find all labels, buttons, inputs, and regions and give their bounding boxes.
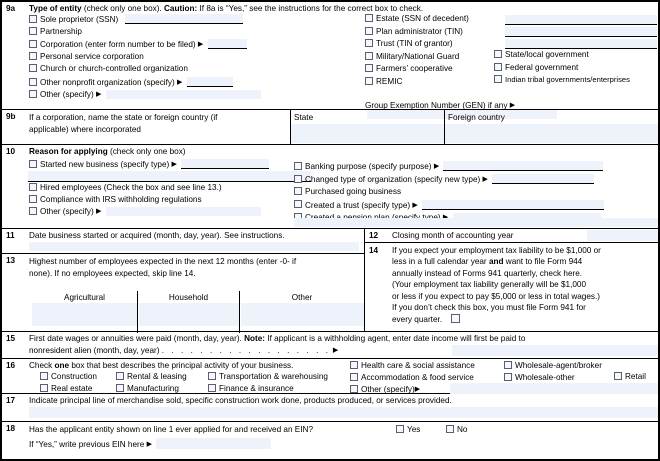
checkbox-icon[interactable] bbox=[365, 27, 373, 35]
checkbox-icon[interactable] bbox=[29, 195, 37, 203]
checkbox-icon[interactable] bbox=[29, 207, 37, 215]
checkbox-option-partnership[interactable] bbox=[29, 27, 279, 37]
checkbox-option-church[interactable] bbox=[29, 64, 279, 74]
input-sole-proprietor-ssn[interactable] bbox=[125, 14, 243, 24]
checkbox-icon[interactable] bbox=[365, 39, 373, 47]
option-label: REMIC bbox=[376, 76, 403, 86]
input-created-trust-type[interactable] bbox=[422, 200, 604, 210]
line-number-13: 13 bbox=[6, 256, 16, 265]
checkbox-icon[interactable] bbox=[494, 50, 502, 58]
checkbox-icon[interactable] bbox=[504, 373, 512, 381]
line-9a-middle-column bbox=[365, 14, 500, 90]
option-label: State/local government bbox=[505, 50, 589, 59]
line-12-text: Closing month of accounting year bbox=[392, 231, 514, 240]
arrow-icon: ▶ bbox=[433, 162, 440, 170]
option-label: Other (specify) bbox=[361, 385, 415, 395]
checkbox-icon[interactable] bbox=[208, 372, 216, 380]
checkbox-icon[interactable] bbox=[40, 372, 48, 380]
line-9a-title: Type of entity bbox=[29, 4, 82, 13]
line-16-column-5 bbox=[504, 361, 602, 382]
checkbox-option-military-national-guard[interactable] bbox=[365, 52, 500, 62]
checkbox-icon[interactable] bbox=[350, 373, 358, 381]
line-14-bold-and: and bbox=[488, 257, 504, 267]
input-state[interactable] bbox=[291, 124, 444, 143]
line-16-column-3 bbox=[208, 372, 328, 393]
line-10-heading bbox=[29, 147, 329, 156]
option-label: No bbox=[457, 425, 468, 434]
input-date-business-started[interactable] bbox=[29, 242, 359, 251]
line-number-18: 18 bbox=[6, 424, 16, 433]
checkbox-icon[interactable] bbox=[350, 385, 358, 393]
table-column-agricultural bbox=[32, 291, 137, 333]
option-label: Wholesale-agent/broker bbox=[515, 361, 602, 370]
checkbox-icon[interactable] bbox=[116, 372, 124, 380]
checkbox-icon[interactable] bbox=[365, 52, 373, 60]
section-11-14 bbox=[2, 229, 658, 332]
input-foreign-country[interactable] bbox=[445, 124, 658, 143]
checkbox-icon[interactable] bbox=[29, 183, 37, 191]
line-14-line-1: If you expect your employment tax liability to be $1,000 or bbox=[392, 246, 601, 255]
checkbox-icon[interactable] bbox=[29, 15, 37, 23]
checkbox-option-estate[interactable] bbox=[365, 14, 500, 24]
arrow-icon: ▶ bbox=[95, 90, 102, 98]
line-10-title-note: (check only one box) bbox=[109, 147, 186, 156]
input-plan-administrator-tin[interactable] bbox=[505, 27, 657, 37]
employees-table bbox=[32, 291, 364, 333]
arrow-icon: ▶ bbox=[95, 208, 102, 216]
line-18-question: Has the applicant entity shown on line 1 ever applied for and received an EIN? bbox=[29, 425, 314, 434]
checkbox-option-indian-tribal-governments[interactable] bbox=[494, 75, 660, 85]
input-trust-tin[interactable] bbox=[505, 39, 657, 49]
foreign-country-label: Foreign country bbox=[448, 113, 505, 122]
checkbox-option-hired-employees[interactable] bbox=[29, 183, 329, 193]
checkbox-icon[interactable] bbox=[446, 425, 454, 433]
line-number-15: 15 bbox=[6, 334, 16, 343]
input-principal-line-merchandise[interactable] bbox=[29, 407, 658, 418]
checkbox-option-rental-leasing[interactable] bbox=[116, 372, 187, 381]
option-label: Partnership bbox=[40, 26, 82, 36]
column-header: Other bbox=[291, 293, 313, 302]
arrow-icon: ▶ bbox=[146, 440, 152, 448]
section-11 bbox=[2, 229, 364, 253]
line-10-right-column bbox=[294, 161, 660, 225]
arrow-icon: ▶ bbox=[171, 161, 177, 168]
line-number-17: 17 bbox=[6, 396, 16, 405]
option-label: Construction bbox=[51, 372, 97, 381]
checkbox-icon[interactable] bbox=[29, 90, 37, 98]
option-label: Real estate bbox=[51, 384, 93, 394]
line-15-text-row1 bbox=[29, 334, 654, 343]
column-header: Agricultural bbox=[64, 293, 105, 302]
checkbox-option-sole-proprietor[interactable] bbox=[29, 14, 279, 24]
option-label: Health care & social assistance bbox=[361, 361, 475, 370]
input-other-reason-specify[interactable] bbox=[106, 207, 261, 216]
checkbox-option-health-care[interactable] bbox=[350, 361, 475, 370]
checkbox-option-federal-government[interactable] bbox=[494, 63, 660, 73]
arrow-icon: ▶ bbox=[332, 347, 339, 354]
option-label: Changed type of organization (specify new type) bbox=[305, 174, 481, 184]
option-label: Church or church-controlled organization bbox=[40, 64, 188, 74]
arrow-icon: ▶ bbox=[482, 175, 488, 183]
checkbox-option-banking-purpose[interactable] bbox=[294, 161, 660, 171]
option-label: Accommodation & food service bbox=[361, 373, 474, 383]
checkbox-option-ein-no[interactable] bbox=[446, 425, 467, 434]
input-other-count[interactable] bbox=[241, 303, 364, 326]
option-label: Created a trust (specify type) bbox=[305, 200, 411, 210]
leader-dots: . . . . . . . . . . . . . . . . . . bbox=[161, 346, 331, 355]
checkbox-option-other-reason[interactable] bbox=[29, 207, 329, 217]
input-closing-month[interactable] bbox=[587, 230, 658, 241]
checkbox-option-changed-type-of-organization[interactable] bbox=[294, 174, 660, 184]
line-9b-text bbox=[29, 113, 284, 134]
line-14-line-2: less in a full calendar year and want to file Form 944 bbox=[392, 257, 583, 267]
checkbox-icon[interactable] bbox=[365, 14, 373, 22]
section-16 bbox=[2, 359, 658, 394]
checkbox-icon[interactable] bbox=[208, 384, 216, 392]
option-label: Estate (SSN of decedent) bbox=[376, 14, 469, 23]
checkbox-option-started-new-business[interactable] bbox=[29, 159, 329, 169]
checkbox-icon[interactable] bbox=[294, 175, 302, 183]
line-16-intro bbox=[29, 361, 293, 370]
input-estate-ssn[interactable] bbox=[505, 15, 657, 25]
input-other-entity-specify[interactable] bbox=[106, 90, 261, 99]
input-banking-purpose[interactable] bbox=[443, 161, 603, 171]
checkbox-option-wholesale-other[interactable] bbox=[504, 373, 602, 382]
option-label: Corporation (enter form number to be filed) bbox=[40, 40, 196, 49]
section-10 bbox=[2, 145, 658, 229]
checkbox-option-other-nonprofit[interactable] bbox=[29, 77, 279, 87]
line-9a-title-note: (check only one box). bbox=[83, 4, 162, 13]
input-previous-ein[interactable] bbox=[156, 438, 271, 449]
option-label: Personal service corporation bbox=[40, 51, 144, 61]
checkbox-icon[interactable] bbox=[365, 64, 373, 72]
checkbox-option-remic[interactable] bbox=[365, 77, 500, 87]
line-14-text bbox=[392, 246, 655, 324]
option-label: Transportation & warehousing bbox=[219, 372, 328, 381]
line-16-column-2 bbox=[116, 372, 187, 393]
input-changed-type-new-type[interactable] bbox=[492, 174, 594, 184]
checkbox-icon[interactable] bbox=[29, 78, 37, 86]
line-15-text-a: First date wages or annuities were paid (month, day, year). bbox=[29, 334, 242, 343]
line-9a-left-column bbox=[29, 14, 279, 102]
option-label: Started new business (specify type) bbox=[40, 160, 170, 169]
gen-label: Group Exemption Number (GEN) if any bbox=[365, 101, 508, 110]
option-label: Military/National Guard bbox=[376, 51, 460, 61]
option-label: Retail bbox=[625, 372, 646, 381]
checkbox-option-finance-insurance[interactable] bbox=[208, 384, 328, 393]
option-label: Banking purpose (specify purpose) bbox=[305, 161, 432, 171]
checkbox-option-plan-administrator[interactable] bbox=[365, 27, 500, 37]
checkbox-icon[interactable] bbox=[494, 63, 502, 71]
checkbox-option-personal-service-corporation[interactable] bbox=[29, 52, 279, 62]
arrow-icon: ▶ bbox=[197, 41, 204, 48]
checkbox-option-transportation-warehousing[interactable] bbox=[208, 372, 328, 381]
option-label: Other (specify) bbox=[40, 89, 94, 99]
checkbox-option-construction[interactable] bbox=[40, 372, 97, 381]
checkbox-option-other-entity[interactable] bbox=[29, 90, 279, 100]
section-12 bbox=[365, 229, 658, 242]
line-number-12: 12 bbox=[369, 231, 379, 240]
option-label: Plan administrator (TIN) bbox=[376, 26, 463, 36]
state-label: State bbox=[294, 113, 314, 122]
checkbox-option-accommodation-food[interactable] bbox=[350, 373, 475, 382]
line-15-text-b: If applicant is a withholding agent, enter date income will first be paid to bbox=[267, 334, 526, 343]
line-13-text bbox=[29, 257, 354, 278]
checkbox-icon[interactable] bbox=[504, 361, 512, 369]
line-14-line-4: (Your employment tax liability generally will be $1,000 bbox=[392, 280, 587, 290]
input-agricultural-count[interactable] bbox=[32, 303, 137, 326]
line-9a-caution-text: If 8a is “Yes,” see the instructions for the correct box to check. bbox=[199, 4, 424, 13]
checkbox-option-manufacturing[interactable] bbox=[116, 384, 187, 393]
line-15-text-row2 bbox=[29, 346, 338, 356]
option-label: Hired employees (Check the box and see line 13.) bbox=[40, 183, 222, 193]
line-9a-right-column bbox=[494, 50, 660, 88]
line-number-11: 11 bbox=[6, 231, 15, 240]
line-14-line-7-text: every quarter. bbox=[392, 315, 443, 325]
line-number-9a: 9a bbox=[6, 4, 16, 13]
input-household-count[interactable] bbox=[139, 303, 239, 326]
input-created-pension-plan-type-line2[interactable] bbox=[294, 218, 658, 227]
input-other-activity-specify[interactable] bbox=[450, 383, 658, 394]
line-number-9b: 9b bbox=[6, 112, 16, 121]
checkbox-icon[interactable] bbox=[29, 27, 37, 35]
line-number-16: 16 bbox=[6, 361, 16, 370]
line-13-text-line1: Highest number of employees expected in the next 12 months (enter -0- if bbox=[29, 257, 297, 266]
checkbox-option-created-a-trust[interactable] bbox=[294, 200, 660, 210]
checkbox-icon[interactable] bbox=[29, 52, 37, 60]
previous-ein-label: If “Yes,” write previous EIN here bbox=[29, 439, 145, 449]
checkbox-icon[interactable] bbox=[294, 162, 302, 170]
option-label: Purchased going business bbox=[305, 186, 402, 196]
option-label: Yes bbox=[407, 425, 421, 434]
section-15 bbox=[2, 332, 658, 359]
checkbox-icon[interactable] bbox=[365, 77, 373, 85]
section-9b bbox=[2, 110, 658, 145]
line-10-left-column bbox=[29, 147, 329, 217]
option-label: Wholesale-other bbox=[515, 373, 575, 383]
option-label: Finance & insurance bbox=[219, 384, 294, 394]
input-started-new-business-type[interactable] bbox=[181, 159, 269, 169]
checkbox-option-compliance-withholding[interactable] bbox=[29, 195, 329, 205]
checkbox-option-wholesale-agent-broker[interactable] bbox=[504, 361, 602, 370]
arrow-icon: ▶ bbox=[509, 102, 516, 109]
checkbox-option-retail[interactable] bbox=[614, 372, 646, 381]
line-9a-heading bbox=[29, 4, 654, 13]
table-column-other bbox=[239, 291, 364, 333]
checkbox-option-trust[interactable] bbox=[365, 39, 500, 49]
line-10-title: Reason for applying bbox=[29, 147, 108, 156]
option-label: Indian tribal governments/enterprises bbox=[505, 75, 630, 85]
section-17 bbox=[2, 394, 658, 422]
checkbox-icon[interactable] bbox=[614, 372, 622, 380]
checkbox-icon[interactable] bbox=[29, 64, 37, 72]
option-label: Other nonprofit organization (specify) bbox=[40, 77, 175, 87]
line-15-note-label: Note: bbox=[244, 334, 266, 343]
line-15-text-c: nonresident alien (month, day, year) bbox=[29, 346, 160, 355]
line-9b-text-line2: applicable) where incorporated bbox=[29, 125, 141, 135]
section-18 bbox=[2, 422, 658, 452]
checkbox-form-944[interactable] bbox=[451, 314, 460, 323]
line-14-line-3: annually instead of Forms 941 quarterly, check here. bbox=[392, 268, 583, 278]
line-14-line-5: or less if you expect to pay $5,000 or less in total wages.) bbox=[392, 291, 600, 301]
checkbox-icon[interactable] bbox=[29, 40, 37, 48]
line-number-10: 10 bbox=[6, 147, 16, 156]
line-9a-caution-label: Caution: bbox=[164, 4, 198, 13]
checkbox-icon[interactable] bbox=[294, 200, 302, 208]
line-13-text-line2: none). If no employees expected, skip line 14. bbox=[29, 269, 196, 279]
option-label: Trust (TIN of grantor) bbox=[376, 39, 453, 49]
section-14 bbox=[365, 242, 658, 331]
checkbox-icon[interactable] bbox=[294, 187, 302, 195]
line-9b-text-line1: If a corporation, name the state or foreign country (if bbox=[29, 113, 218, 122]
line-16-intro-b: box that best describes the principal activity of your business. bbox=[69, 361, 294, 370]
line-17-text: Indicate principal line of merchandise sold, specific construction work done, products produced, or services provided. bbox=[29, 396, 452, 405]
option-label: Sole proprietor (SSN) bbox=[40, 14, 119, 24]
input-started-new-business-type-line2[interactable] bbox=[28, 171, 311, 182]
line-16-intro-bold: one bbox=[54, 361, 70, 370]
checkbox-icon[interactable] bbox=[494, 75, 502, 83]
table-column-household bbox=[137, 291, 239, 333]
checkbox-option-corporation[interactable] bbox=[29, 39, 279, 49]
arrow-icon: ▶ bbox=[412, 201, 418, 209]
checkbox-option-farmers-cooperative[interactable] bbox=[365, 64, 500, 74]
line-14-line-6: If you don’t check this box, you must file Form 941 for bbox=[392, 302, 586, 312]
input-corporation-form-number[interactable] bbox=[208, 39, 247, 49]
checkbox-option-purchased-going-business[interactable] bbox=[294, 187, 660, 197]
line-18-previous-ein-row bbox=[29, 438, 271, 449]
line-16-column-6 bbox=[614, 372, 646, 381]
line-14-line-7 bbox=[392, 314, 655, 324]
checkbox-option-real-estate[interactable] bbox=[40, 384, 97, 393]
arrow-icon: ▶ bbox=[177, 78, 183, 86]
checkbox-icon[interactable] bbox=[396, 425, 404, 433]
arrow-icon: ▶ bbox=[414, 386, 421, 394]
option-label: Rental & leasing bbox=[127, 372, 187, 381]
line-16-column-1 bbox=[40, 372, 97, 393]
option-label: Compliance with IRS withholding regulations bbox=[40, 195, 202, 205]
line-11-text: Date business started or acquired (month, day, year). See instructions. bbox=[29, 231, 285, 240]
line-number-14: 14 bbox=[369, 246, 379, 255]
checkbox-option-state-local-government[interactable] bbox=[494, 50, 660, 60]
input-other-nonprofit-specify[interactable] bbox=[187, 77, 233, 87]
section-13 bbox=[2, 253, 364, 332]
checkbox-icon[interactable] bbox=[116, 384, 124, 392]
column-header: Household bbox=[168, 293, 209, 302]
section-9a bbox=[2, 2, 658, 110]
option-label: Manufacturing bbox=[127, 384, 179, 394]
option-label: Federal government bbox=[505, 62, 579, 72]
checkbox-option-ein-yes[interactable] bbox=[396, 425, 420, 434]
checkbox-icon[interactable] bbox=[29, 160, 37, 168]
checkbox-icon[interactable] bbox=[350, 361, 358, 369]
checkbox-icon[interactable] bbox=[40, 384, 48, 392]
line-16-intro-a: Check bbox=[29, 361, 55, 370]
option-label: Farmers’ cooperative bbox=[376, 64, 453, 74]
option-label: Other (specify) bbox=[40, 207, 94, 217]
input-first-date-wages[interactable] bbox=[452, 345, 658, 356]
